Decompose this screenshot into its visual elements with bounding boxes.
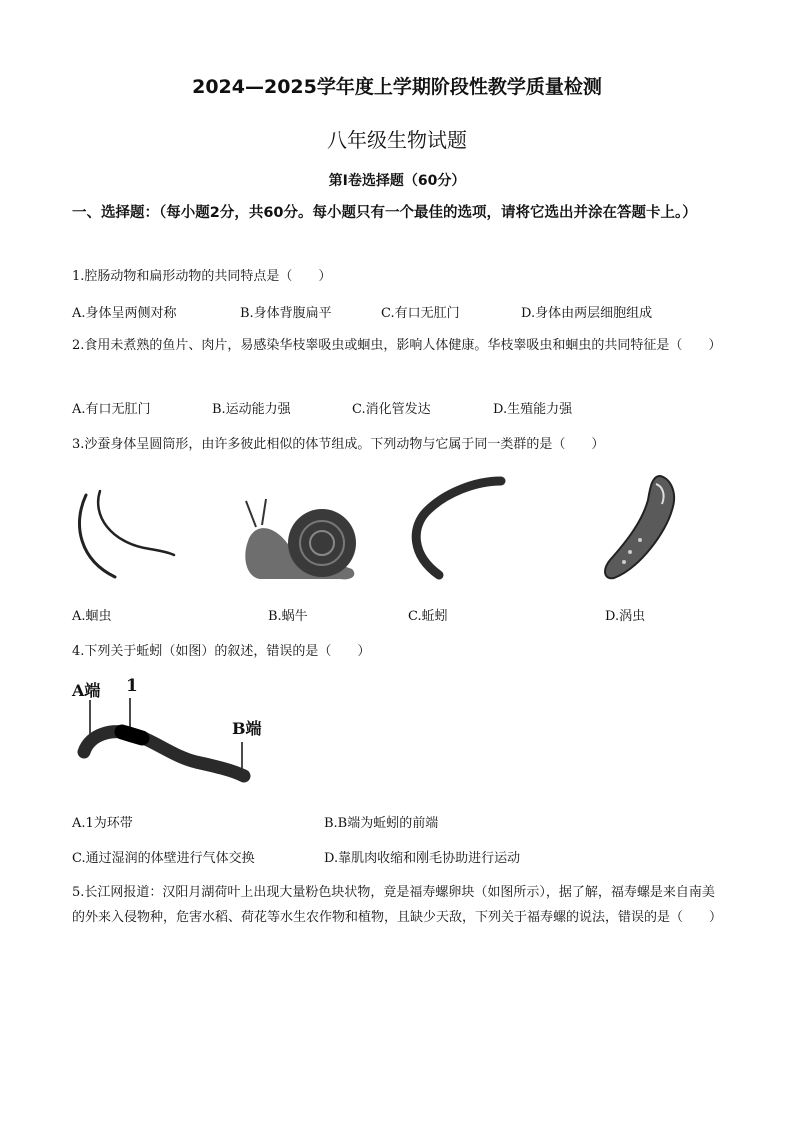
- question-3-option-d: D.涡虫: [605, 609, 646, 624]
- question-3-option-b: B.蜗牛: [268, 609, 308, 624]
- question-1-option-c: C.有口无肛门: [381, 306, 460, 321]
- question-1-stem: 1.腔肠动物和扁形动物的共同特点是（ ）: [72, 269, 332, 284]
- question-3-option-c: C.蚯蚓: [408, 609, 448, 624]
- label-a-end: A端: [72, 681, 101, 700]
- question-2-option-d: D.生殖能力强: [493, 402, 573, 417]
- question-2-option-b: B.运动能力强: [212, 402, 291, 417]
- snail-figure: [240, 497, 366, 583]
- question-2-stem: 2.食用未煮熟的鱼片、肉片，易感染华枝睾吸虫或蛔虫，影响人体健康。华枝睾吸虫和蛔虫的共同特征是（ ）: [72, 338, 722, 353]
- roundworm-figure: [70, 485, 180, 585]
- question-2-option-c: C.消化管发达: [352, 402, 431, 417]
- question-4-option-b: B.B端为蚯蚓的前端: [324, 816, 439, 831]
- planarian-figure: [600, 470, 690, 585]
- question-1-option-a: A.身体呈两侧对称: [72, 306, 177, 321]
- question-4-stem: 4.下列关于蚯蚓（如图）的叙述，错误的是（ ）: [72, 644, 371, 659]
- exam-subtitle: 八年级生物试题: [327, 128, 467, 152]
- earthworm-figure: [405, 475, 515, 585]
- earthworm-diagram: [72, 678, 282, 790]
- question-4-option-c: C.通过湿润的体壁进行气体交换: [72, 851, 255, 866]
- exam-title: 2024—2025学年度上学期阶段性教学质量检测: [192, 76, 602, 98]
- question-3-option-a: A.蛔虫: [72, 609, 112, 624]
- question-1-option-b: B.身体背腹扁平: [240, 306, 332, 321]
- label-1: 1: [126, 676, 138, 696]
- question-5-stem: 5.长江网报道：汉阳月湖荷叶上出现大量粉色块状物，竟是福寿螺卵块（如图所示），据了解，福寿螺是来自南美的外来入侵物种，危害水稻、荷花等水生农作物和植物，且缺少天敌，下列关于福寿螺的说法，错误的是（ ）: [72, 885, 723, 925]
- part1-heading: 一、选择题：（每小题2分，共60分。每小题只有一个最佳的选项，请将它选出并涂在答题卡上。）: [72, 205, 697, 221]
- question-3-stem: 3.沙蚕身体呈圆筒形，由许多彼此相似的体节组成。下列动物与它属于同一类群的是（ ）: [72, 437, 605, 452]
- label-b-end: B端: [232, 719, 262, 738]
- section-title: 第Ⅰ卷选择题（60分）: [328, 173, 466, 189]
- question-4-option-a: A.1为环带: [72, 816, 133, 831]
- question-1-option-d: D.身体由两层细胞组成: [521, 306, 653, 321]
- question-4-option-d: D.靠肌肉收缩和刚毛协助进行运动: [324, 851, 521, 866]
- question-2-option-a: A.有口无肛门: [72, 402, 151, 417]
